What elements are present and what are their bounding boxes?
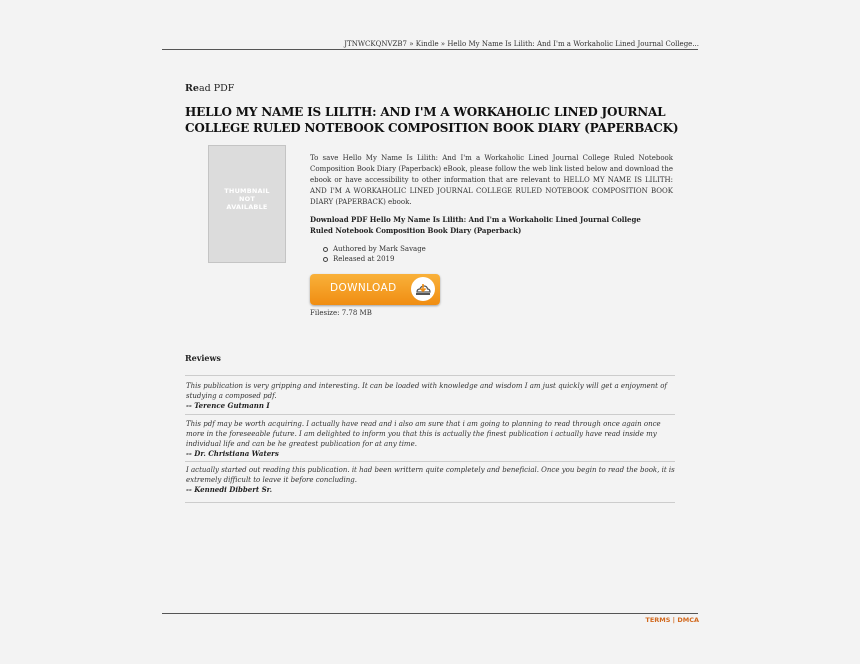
page-title: HELLO MY NAME IS LILITH: AND I'M A WORKAHOLIC LINED JOURNAL COLLEGE RULED NOTEBOOK COMPOSITION BOOK DIARY (PAPERBACK) [185,105,679,135]
meta-released: Released at 2019 [322,254,426,264]
book-thumbnail [208,145,286,263]
reviews-heading: Reviews [185,353,221,363]
footer-separator: | [670,616,678,624]
download-cloud-icon [411,277,435,301]
review-text: This pdf may be worth acquiring. I actually have read and i also am sure that i am going to planning to read through once again once more in the foreseeable future. I am delighted to inform you that this is actually the finest publication i actually have read inside my individual life and can be he greatest publication for at any time. [186,420,661,448]
thumbnail-placeholder-text [209,187,285,211]
review-author: -- Dr. Christiana Waters [186,449,279,458]
thumbnail-line-2: NOT [239,195,255,203]
review-divider [185,502,675,503]
download-button[interactable] [310,274,440,305]
review-text: I actually started out reading this publication. it had been writtern quite completely and beneficial. Once you begin to read the book, it is extremely difficult to leave it before concluding. [186,466,675,484]
read-pdf-label-rest: ad PDF [198,83,235,94]
breadcrumb: JTNWCKQNVZB7 » Kindle » Hello My Name Is Lilith: And I'm a Workaholic Lined Journal College... [344,40,699,48]
review-item [186,419,676,459]
filesize-text: Filesize: 7.78 MB [310,309,372,317]
dmca-link[interactable]: DMCA [677,616,699,624]
review-author: -- Terence Gutmann I [186,401,270,410]
thumbnail-line-1: THUMBNAIL [224,187,270,195]
download-cloud-icon-svg [411,277,435,301]
meta-author: Authored by Mark Savage [322,244,426,254]
review-divider [185,375,675,376]
read-pdf-label-bold: Re [185,83,199,94]
review-text: This publication is very gripping and interesting. It can be loaded with knowledge and wisdom I am just quickly will get a enjoyment of studying a composed pdf. [186,382,668,400]
thumbnail-line-3: AVAILABLE [226,203,268,211]
read-pdf-label [185,83,234,94]
review-author: -- Kennedi Dibbert Sr. [186,485,273,494]
review-divider [185,414,675,415]
review-item [186,465,676,495]
intro-paragraph: To save Hello My Name Is Lilith: And I'm a Workaholic Lined Journal College Ruled Notebook Composition Book Diary (Paperback) eBook, please follow the web link listed below and download the ebook or have accessibility to other information that are relevant to HELLO MY NAME IS LILITH: AND I'M A WORKAHOLIC LINED JOURNAL COLLEGE RULED NOTEBOOK COMPOSITION BOOK DIARY (PAPERBACK) ebook. [310,154,673,206]
terms-link[interactable]: TERMS [645,616,671,624]
download-pdf-link[interactable]: Download PDF Hello My Name Is Lilith: And I'm a Workaholic Lined Journal College Ruled Notebook Composition Book Diary (Paperback) [310,215,641,235]
footer-divider [162,613,698,614]
book-meta-list [322,244,426,264]
review-divider [185,461,675,462]
review-item [186,381,676,411]
download-button-label: DOWNLOAD [330,282,397,294]
footer-links [600,616,699,624]
header-divider [162,49,698,50]
